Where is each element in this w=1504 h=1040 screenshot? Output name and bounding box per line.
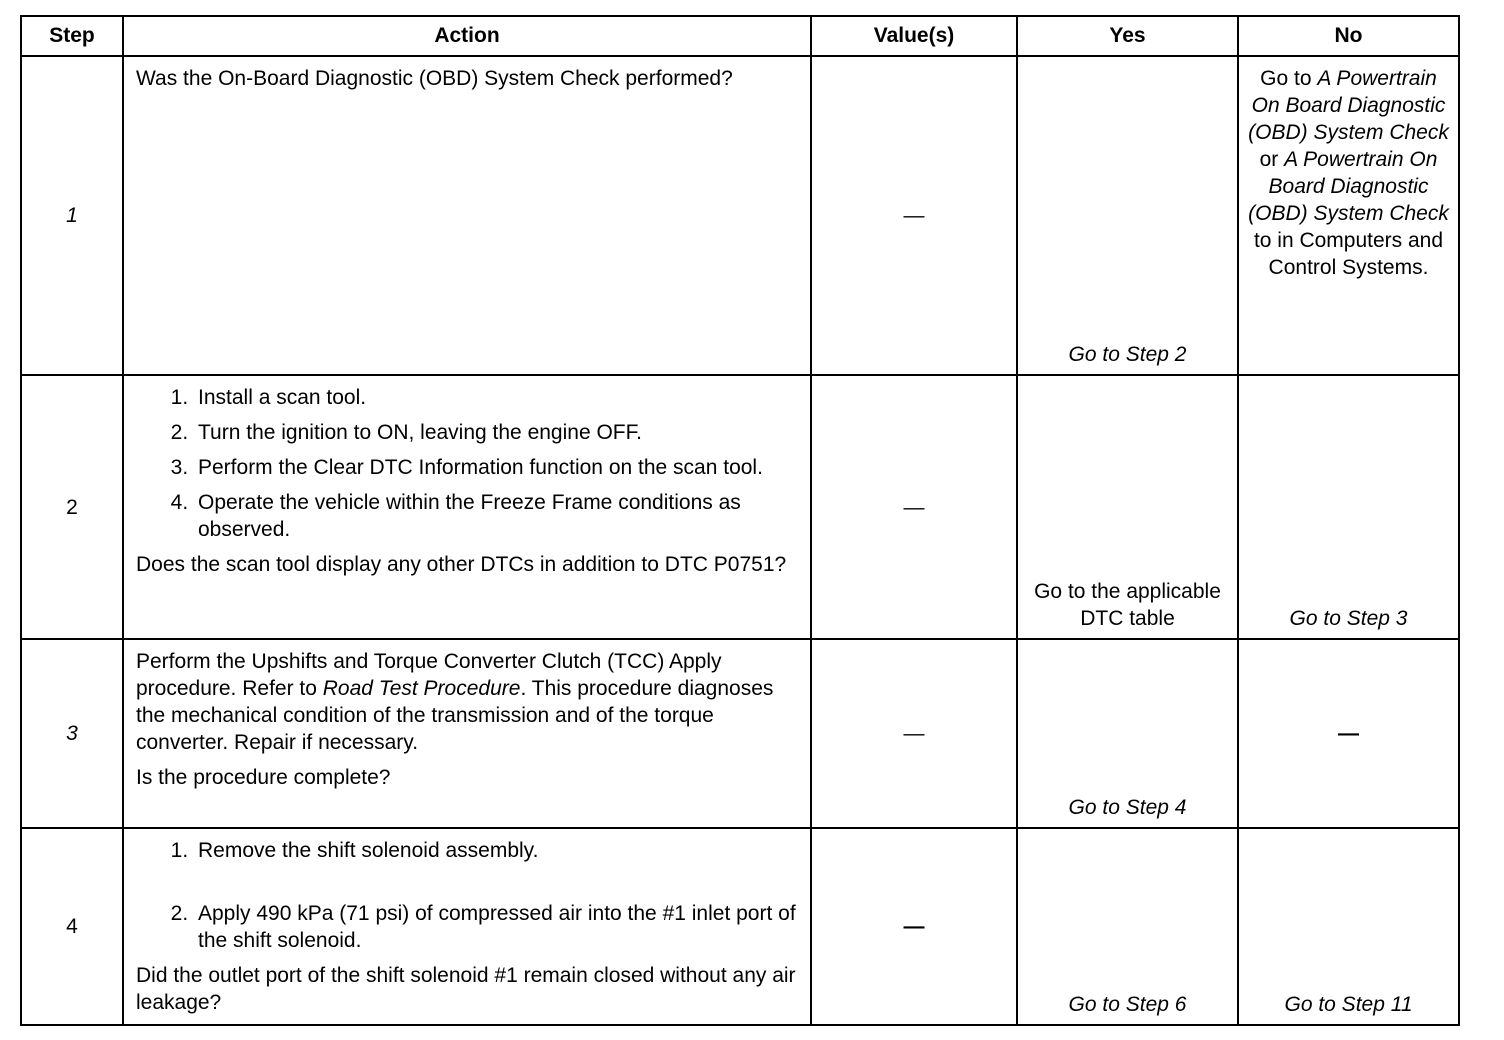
table-row xyxy=(21,56,1459,375)
action-list-item: 4. Operate the vehicle within the Freeze Frame conditions as observed. xyxy=(194,489,800,543)
action-list-item: 1. Install a scan tool. xyxy=(194,384,800,411)
action-list-item: 2. Apply 490 kPa (71 psi) of compressed air into the #1 inlet port of the shift solenoid. xyxy=(194,900,800,954)
no-cell: — xyxy=(1238,639,1459,828)
step-number: 2 xyxy=(21,375,123,639)
action-list xyxy=(136,384,800,543)
road-test-procedure-link[interactable]: Road Test Procedure xyxy=(322,677,521,700)
step-number: 1 xyxy=(21,56,123,375)
header-row xyxy=(21,16,1459,56)
action-cell xyxy=(123,56,811,375)
action-question: Does the scan tool display any other DTCs in addition to DTC P0751? xyxy=(136,553,787,576)
yes-cell: Go to Step 6 xyxy=(1017,828,1238,1025)
obd-check-link[interactable]: A Powertrain On Board Diagnostic (OBD) System Check xyxy=(1248,67,1449,144)
value-cell: — xyxy=(811,828,1017,1025)
no-suffix: to in Computers and Control Systems. xyxy=(1253,229,1444,279)
no-prefix: Go to xyxy=(1260,67,1318,90)
header-step: Step xyxy=(21,16,123,56)
no-cell xyxy=(1238,56,1459,375)
action-text-post: . This procedure diagnoses the mechanical condition of the transmission and of the torque converter. Repair if necessary. xyxy=(136,677,774,754)
table-row xyxy=(21,639,1459,828)
diagnostic-table xyxy=(20,15,1460,1026)
table-row xyxy=(21,375,1459,639)
action-list xyxy=(136,837,800,954)
action-cell xyxy=(123,375,811,639)
step-number: 4 xyxy=(21,828,123,1025)
step-number: 3 xyxy=(21,639,123,828)
yes-cell: Go to the applicable DTC table xyxy=(1017,375,1238,639)
action-text-pre: Perform the Upshifts and Torque Converter Clutch (TCC) Apply procedure. Refer to xyxy=(136,650,722,700)
yes-cell: Go to Step 2 xyxy=(1017,56,1238,375)
table-row xyxy=(21,828,1459,1025)
header-action: Action xyxy=(123,16,811,56)
action-text xyxy=(136,648,800,756)
yes-cell: Go to Step 4 xyxy=(1017,639,1238,828)
action-cell xyxy=(123,828,811,1025)
action-question: Is the procedure complete? xyxy=(136,766,391,789)
header-values: Value(s) xyxy=(811,16,1017,56)
value-cell: — xyxy=(811,639,1017,828)
value-cell: — xyxy=(811,375,1017,639)
header-yes: Yes xyxy=(1017,16,1238,56)
header-no: No xyxy=(1238,16,1459,56)
no-mid: or xyxy=(1259,148,1285,171)
obd-check-link[interactable]: A Powertrain On Board Diagnostic (OBD) System Check xyxy=(1248,148,1449,225)
action-list-item: 3. Perform the Clear DTC Information function on the scan tool. xyxy=(194,454,800,481)
no-cell: Go to Step 11 xyxy=(1238,828,1459,1025)
action-text: Was the On-Board Diagnostic (OBD) System Check performed? xyxy=(136,67,733,90)
action-list-item: 2. Turn the ignition to ON, leaving the engine OFF. xyxy=(194,419,800,446)
action-list-item: 1. Remove the shift solenoid assembly. xyxy=(194,837,800,864)
no-cell: Go to Step 3 xyxy=(1238,375,1459,639)
action-cell xyxy=(123,639,811,828)
action-question: Did the outlet port of the shift solenoid #1 remain closed without any air leakage? xyxy=(136,964,796,1014)
value-cell: — xyxy=(811,56,1017,375)
